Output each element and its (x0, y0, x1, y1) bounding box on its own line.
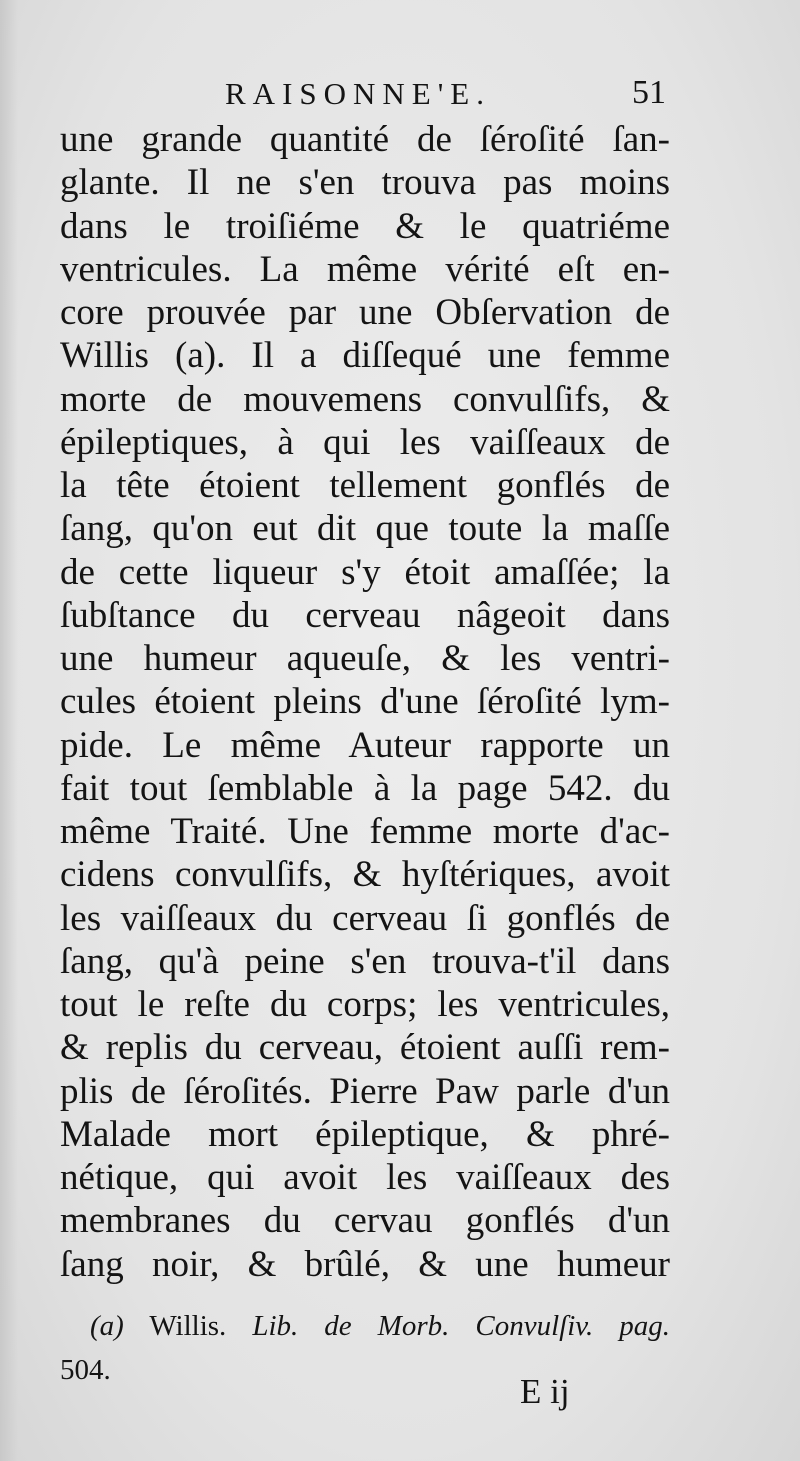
footnote-reference: Lib. de Morb. Convulſiv. pag. (252, 1310, 670, 1342)
text-line: même Traité. Une femme morte d'ac- (60, 811, 670, 852)
text-line: nétique, qui avoit les vaiſſeaux des (60, 1157, 670, 1198)
text-line: Willis (a). Il a diſſequé une femme (60, 335, 670, 377)
text-line: & replis du cerveau, étoient auſſi rem- (60, 1027, 670, 1069)
text-line: ventricules. La même vérité eſt en- (60, 248, 670, 290)
text-line: épileptiques, à qui les vaiſſeaux de (60, 421, 670, 463)
text-line: une grande quantité de ſéroſité ſan- (60, 119, 670, 160)
text-line: membranes du cervau gonflés d'un (60, 1200, 670, 1242)
text-line: pide. Le même Auteur rapporte un (60, 724, 670, 766)
text-line: ſang noir, & brûlé, & une humeur (60, 1243, 670, 1285)
text-line: les vaiſſeaux du cerveau ſi gonflés de (60, 897, 670, 939)
text-line: morte de mouvemens convulſifs, & (60, 378, 670, 420)
text-line: Malade mort épileptique, & phré- (60, 1113, 670, 1155)
text-line: la tête étoient tellement gonflés de (60, 465, 670, 506)
text-line: ſang, qu'à peine s'en trouva-t'il dans (60, 940, 670, 982)
signature-mark: E ij (520, 1372, 570, 1411)
text-line: cules étoient pleins d'une ſéroſité lym- (60, 681, 670, 723)
text-line: ſang, qu'on eut dit que toute la maſſe (60, 508, 670, 550)
text-line: une humeur aqueuſe, & les ventri- (60, 638, 670, 679)
page-edge-shadow (0, 0, 18, 1461)
running-title: RAISONNE'E. (225, 76, 491, 111)
footnote-author: Willis. (149, 1310, 227, 1342)
running-head (225, 72, 670, 116)
footnote-line (60, 1304, 670, 1348)
page-number: 51 (632, 74, 666, 111)
text-line: cidens convulſifs, & hyſtériques, avoit (60, 854, 670, 896)
text-line: fait tout ſemblable à la page 542. du (60, 767, 670, 809)
text-line: ſubſtance du cerveau nâgeoit dans (60, 594, 670, 636)
text-line: tout le reſte du corps; les ventricules, (60, 984, 670, 1025)
body-text (60, 118, 670, 1286)
footnote (60, 1304, 670, 1392)
footnote-continuation: 504. (60, 1354, 111, 1386)
text-line: de cette liqueur s'y étoit amaſſée; la (60, 551, 670, 593)
text-line: plis de ſéroſités. Pierre Paw parle d'un (60, 1070, 670, 1112)
footnote-mark: (a) (90, 1310, 124, 1342)
text-line: glante. Il ne s'en trouva pas moins (60, 162, 670, 204)
text-line: dans le troiſiéme & le quatriéme (60, 205, 670, 247)
text-line: core prouvée par une Obſervation de (60, 292, 670, 333)
